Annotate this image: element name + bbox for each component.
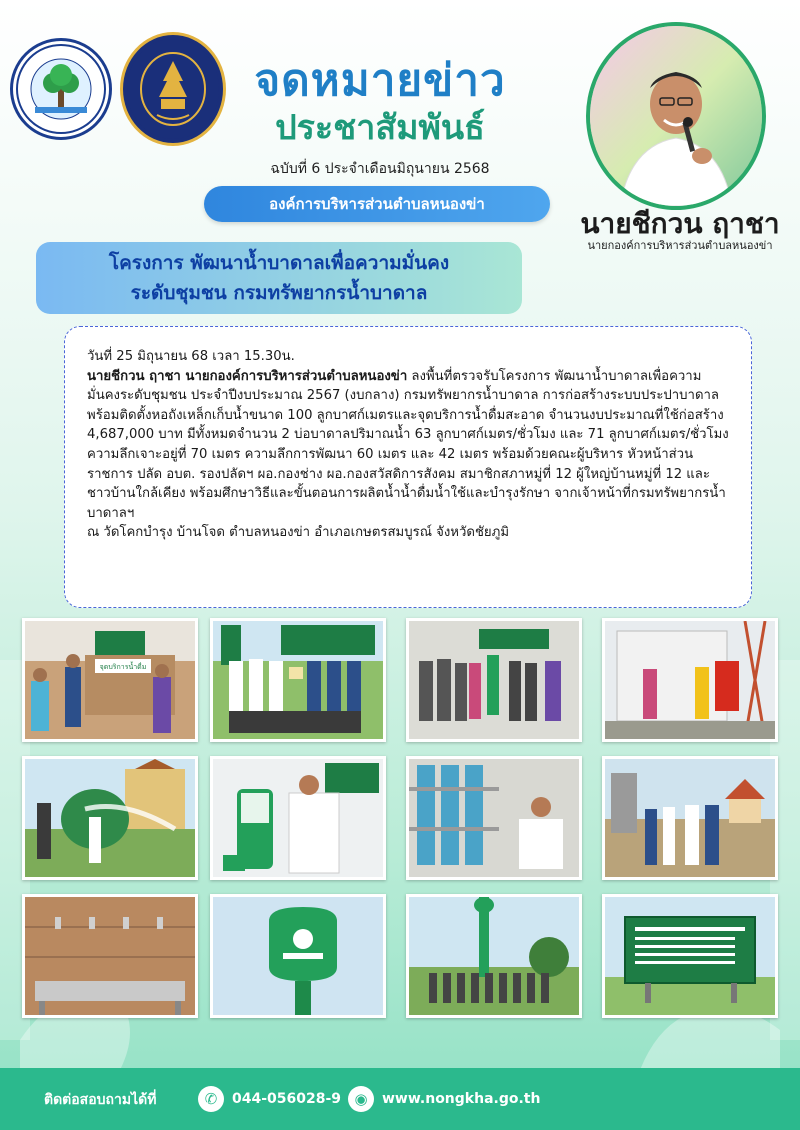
photo-drinking-fountain xyxy=(210,756,386,880)
article-box xyxy=(64,326,752,608)
photo-site-visit xyxy=(602,756,778,880)
photo-water-tower xyxy=(210,894,386,1018)
groundwater-department-logo xyxy=(120,32,226,146)
photo-group-tower xyxy=(406,894,582,1018)
drinking-point-sign: จุดบริการน้ำดื่ม xyxy=(99,663,147,671)
chief-name: นายชีกวน ฤาชา xyxy=(580,207,780,240)
article-lead: นายชีกวน ฤาชา นายกองค์การบริหารส่วนตำบลหนองข่า xyxy=(87,368,408,384)
chief-title: นายกองค์การบริหารส่วนตำบลหนองข่า xyxy=(587,239,773,252)
organization-name: องค์การบริหารส่วนตำบลหนองข่า xyxy=(269,195,485,213)
newsletter-title: จดหมายข่าว xyxy=(254,55,506,106)
photo-drinking-point xyxy=(22,618,198,742)
nongkha-sao-logo xyxy=(10,38,112,140)
article-location: ณ วัดโคกบำรุง บ้านโจด ตำบลหนองข่า อำเภอเกษตรสมบูรณ์ จังหวัดชัยภูมิ xyxy=(87,525,510,541)
photo-project-sign xyxy=(602,894,778,1018)
photo-drinking-station xyxy=(406,618,582,742)
article-text: ลงพื้นที่ตรวจรับโครงการ พัฒนาน้ำบาดาลเพื่อความมั่นคงระดับชุมชน ประจำปีงบประมาณ 2567 (งบกลาง) กรมทรัพยากรน้ำบาดาล การก่อสร้างระบบประปาบาดาล พร้อมติดตั้งหอถังเหล็กเก็บน้ำขนาด 100 ลูกบาศก์เมตรและจุดบริการน้ำดื่มสะอาด จำนวนงบประมาณที่ใช้ก่อสร้าง 4,687,000 บาท มีทั้งหมดจำนวน 2 บ่อบาดาลปริมาณน้ำ 63 ลูกบาศก์เมตร/ชั่วโมง และ 71 ลูกบาศก์เมตร/ชั่วโมง ความลึกเจาะอยู่ที่ 70 เมตร ความลึกการพัฒนา 60 เมตร และ 42 เมตร พร้อมด้วยคณะผู้บริหาร หัวหน้าส่วนราชการ ปลัด อบต. รองปลัดฯ ผอ.กองช่าง ผอ.กองสวัสดิการสังคม สมาชิกสภาหมู่ที่ 12 ผู้ใหญ่บ้านหมู่ที่ 12 และชาวบ้านใกล้เคียง พร้อมศึกษาวิธีและขั้นตอนการผลิตน้ำน้ำดื่มน้ำใช้และบำรุงรักษา จากเจ้าหน้าที่กรมทรัพยากรน้ำบาดาลฯ xyxy=(87,368,729,521)
article-body xyxy=(87,367,729,524)
project-title-line2: ระดับชุมชน กรมทรัพยากรน้ำบาดาล xyxy=(130,282,428,304)
photo-control-cabinet xyxy=(602,618,778,742)
contact-label: ติดต่อสอบถามได้ที่ xyxy=(44,1092,157,1108)
photo-group-certificate xyxy=(210,618,386,742)
project-banner xyxy=(36,242,522,314)
photo-faucets xyxy=(22,894,198,1018)
photo-filter-tanks xyxy=(406,756,582,880)
project-title-line1: โครงการ พัฒนาน้ำบาดาลเพื่อความมั่นคง xyxy=(108,252,450,274)
phone-number[interactable]: 044-056028-9 xyxy=(232,1091,342,1107)
newsletter-subtitle: ประชาสัมพันธ์ xyxy=(275,108,485,148)
organization-banner xyxy=(204,186,550,222)
globe-icon: ◉ xyxy=(348,1086,374,1112)
article-date: วันที่ 25 มิถุนายน 68 เวลา 15.30น. xyxy=(87,349,295,364)
phone-icon: ✆ xyxy=(198,1086,224,1112)
issue-number: ฉบับที่ 6 ประจำเดือนมิถุนายน 2568 xyxy=(270,161,490,177)
chief-portrait xyxy=(586,22,766,210)
photo-water-tank-test xyxy=(22,756,198,880)
website-link[interactable]: www.nongkha.go.th xyxy=(382,1091,541,1107)
